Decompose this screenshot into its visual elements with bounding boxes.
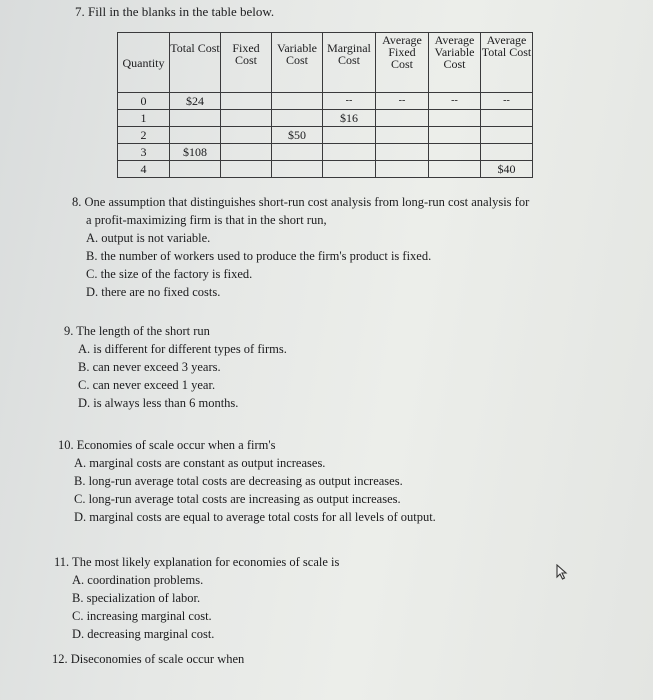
table-cell [272,161,323,178]
option-b[interactable]: B. the number of workers used to produce the firm's product is fixed. [86,249,432,263]
option-b[interactable]: B. specialization of labor. [72,591,201,605]
option-d[interactable]: D. there are no fixed costs. [86,285,221,299]
table-cell [323,161,376,178]
table-cell [170,127,221,144]
table-header-row [118,33,533,93]
table-cell [323,127,376,144]
table-row [118,127,533,144]
table-cell: 0 [118,93,170,110]
option-a[interactable]: A. coordination problems. [72,573,204,587]
table-cell [429,161,481,178]
question-10 [58,436,436,526]
table-cell: -- [429,93,481,110]
table-row [118,144,533,161]
header-fixed-cost: Fixed Cost [221,33,272,93]
table-cell: -- [481,93,533,110]
header-average-total-cost: Average Total Cost [481,33,533,93]
table-cell [221,144,272,161]
table-cell: $108 [170,144,221,161]
option-c[interactable]: C. long-run average total costs are increasing as output increases. [74,492,401,506]
table-cell [272,110,323,127]
table-cell: -- [323,93,376,110]
table-cell [429,110,481,127]
option-d[interactable]: D. decreasing marginal cost. [72,627,215,641]
table-cell [221,161,272,178]
table-row [118,93,533,110]
question-stem: 9. The length of the short run [64,324,210,338]
question-12 [52,650,244,668]
table-cell [170,161,221,178]
question-11 [54,553,339,643]
table-cell [170,110,221,127]
option-c[interactable]: C. can never exceed 1 year. [78,378,216,392]
question-7-title: 7. Fill in the blanks in the table below. [75,4,275,19]
option-c[interactable]: C. the size of the factory is fixed. [86,267,253,281]
option-d[interactable]: D. marginal costs are equal to average total costs for all levels of output. [74,510,436,524]
table-cell [429,144,481,161]
question-8 [72,193,529,301]
table-cell: 1 [118,110,170,127]
table-cell [272,93,323,110]
header-average-fixed-cost: Average Fixed Cost [376,33,429,93]
table-cell [481,110,533,127]
table-row [118,161,533,178]
table-cell: 4 [118,161,170,178]
table-cell [481,127,533,144]
table-cell [376,127,429,144]
table-cell: $50 [272,127,323,144]
header-variable-cost: Variable Cost [272,33,323,93]
table-cell [481,144,533,161]
table-cell: $16 [323,110,376,127]
question-stem: 12. Diseconomies of scale occur when [52,652,245,666]
table-cell [429,127,481,144]
option-b[interactable]: B. can never exceed 3 years. [78,360,221,374]
pointer-cursor-icon [555,564,569,585]
table-cell [221,127,272,144]
option-c[interactable]: C. increasing marginal cost. [72,609,212,623]
table-cell: $24 [170,93,221,110]
option-d[interactable]: D. is always less than 6 months. [78,396,239,410]
question-stem: 11. The most likely explanation for economies of scale is [54,555,340,569]
table-cell [376,161,429,178]
header-marginal-cost: Marginal Cost [323,33,376,93]
question-stem: 8. One assumption that distinguishes short-run cost analysis from long-run cost analysis for [72,195,530,209]
table-cell: 2 [118,127,170,144]
option-b[interactable]: B. long-run average total costs are decreasing as output increases. [74,474,403,488]
table-cell [323,144,376,161]
option-a[interactable]: A. output is not variable. [86,231,211,245]
header-total-cost: Total Cost [170,33,221,93]
option-a[interactable]: A. is different for different types of firms. [78,342,287,356]
question-9 [64,322,287,412]
table-cell: -- [376,93,429,110]
table-cell [376,110,429,127]
option-a[interactable]: A. marginal costs are constant as output increases. [74,456,326,470]
table-row [118,110,533,127]
question-stem-continued: a profit-maximizing firm is that in the short run, [86,213,327,227]
header-average-variable-cost: Average Variable Cost [429,33,481,93]
header-quantity: Quantity [118,33,170,93]
cost-table [117,32,533,178]
table-cell [221,110,272,127]
question-stem: 10. Economies of scale occur when a firm's [58,438,276,452]
table-cell [221,93,272,110]
table-cell: $40 [481,161,533,178]
table-cell: 3 [118,144,170,161]
table-cell [272,144,323,161]
table-cell [376,144,429,161]
